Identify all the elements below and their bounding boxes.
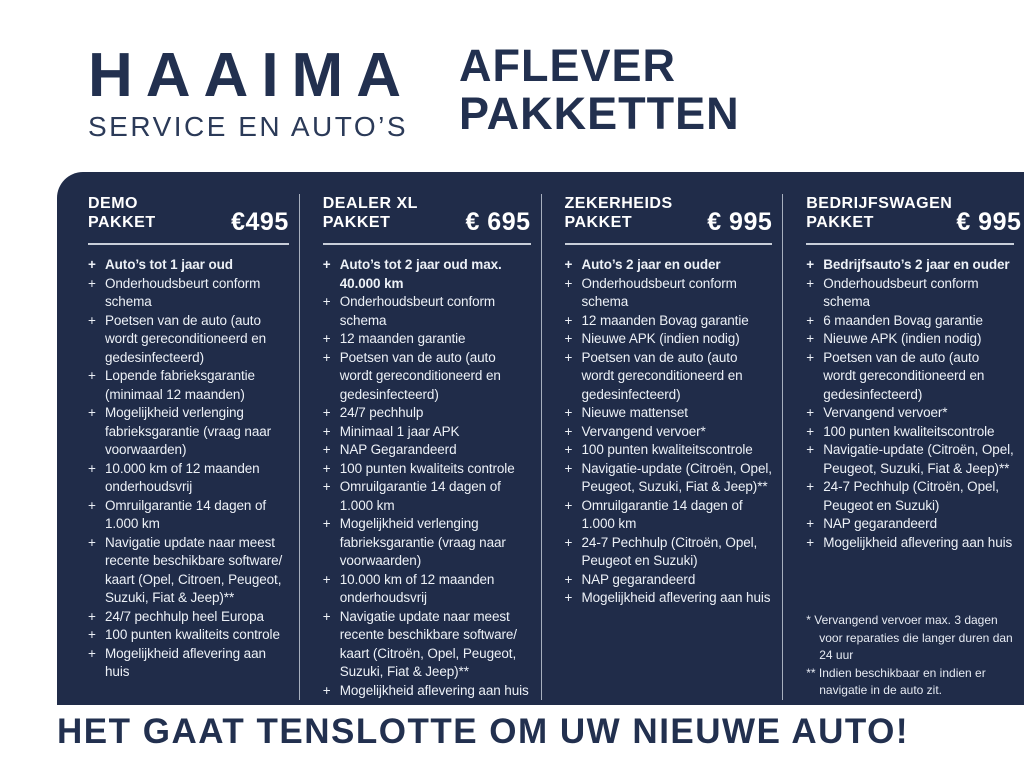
list-item xyxy=(88,534,289,608)
item-text: Minimaal 1 jaar APK xyxy=(339,423,460,439)
plus-bullet: + xyxy=(564,423,573,439)
item-text: Onderhoudsbeurt conform schema xyxy=(105,275,261,309)
item-text: Navigatie-update (Citroën, Opel, Peugeot, Suzuki, Fiat & Jeep)** xyxy=(823,442,1014,476)
item-text: Onderhoudsbeurt conform schema xyxy=(339,294,496,328)
package-card-dealer-xl xyxy=(299,194,541,700)
package-header xyxy=(565,194,773,245)
list-item xyxy=(88,256,289,275)
list-item xyxy=(323,293,531,330)
plus-bullet: + xyxy=(806,405,815,420)
page-title-line1: AFLEVER xyxy=(459,40,677,91)
item-text: Poetsen van de auto (auto wordt gereconditioneerd en gedesinfecteerd) xyxy=(823,349,985,402)
item-text: Omruilgarantie 14 dagen of 1.000 km xyxy=(105,497,267,531)
plus-bullet: + xyxy=(564,571,573,587)
item-text: Vervangend vervoer* xyxy=(823,405,948,420)
plus-bullet: + xyxy=(564,534,573,550)
item-text: 100 punten kwaliteits controle xyxy=(339,460,515,476)
item-text: Omruilgarantie 14 dagen of 1.000 km xyxy=(581,497,743,531)
package-name: ZEKERHEIDS PAKKET xyxy=(564,195,673,231)
plus-bullet: + xyxy=(88,645,96,661)
item-text: Mogelijkheid aflevering aan huis xyxy=(105,645,266,679)
item-text: 24/7 pechhulp heel Europa xyxy=(105,608,264,624)
plus-bullet: + xyxy=(88,312,96,328)
footnote-line: ** Indien beschikbaar en indien er navigatie in de auto zit. xyxy=(806,665,986,697)
plus-bullet: + xyxy=(564,460,573,476)
list-item xyxy=(565,534,773,571)
plus-bullet: + xyxy=(322,405,331,420)
plus-bullet: + xyxy=(564,257,573,272)
item-text: Mogelijkheid verlenging fabrieksgarantie (vraag naar voorwaarden) xyxy=(339,516,506,568)
plus-bullet: + xyxy=(322,349,331,365)
plus-bullet: + xyxy=(806,534,815,550)
list-item xyxy=(565,497,773,534)
package-card-bedrijfswagen xyxy=(782,194,1024,700)
package-name: BEDRIJFSWAGEN PAKKET xyxy=(806,195,953,231)
list-item xyxy=(806,534,1014,553)
list-item xyxy=(323,441,531,460)
list-item xyxy=(88,460,289,497)
plus-bullet: + xyxy=(88,257,96,272)
list-item xyxy=(323,460,531,479)
list-item xyxy=(323,608,531,682)
list-item xyxy=(565,404,773,423)
package-header xyxy=(806,194,1022,245)
list-item xyxy=(323,478,531,515)
plus-bullet: + xyxy=(806,516,815,531)
item-text: Auto’s tot 2 jaar oud max. 40.000 km xyxy=(339,257,502,291)
item-text: Poetsen van de auto (auto wordt gereconditioneerd en gedesinfecteerd) xyxy=(581,349,743,402)
item-text: 24-7 Pechhulp (Citroën, Opel, Peugeot en Suzuki) xyxy=(823,479,999,513)
list-item xyxy=(806,256,1014,275)
list-item xyxy=(806,275,1014,312)
brand-name: HAAIMA xyxy=(88,41,414,110)
list-item xyxy=(565,312,773,331)
list-item xyxy=(323,515,531,571)
list-item xyxy=(88,275,289,312)
plus-bullet: + xyxy=(564,405,573,420)
item-text: 100 punten kwaliteits controle xyxy=(105,627,280,642)
list-item xyxy=(806,349,1014,405)
plus-bullet: + xyxy=(806,349,815,365)
item-text: Navigatie update naar meest recente beschikbare software/ kaart (Citroën, Opel, Peugeot, Suzuki, Fiat & Jeep)** xyxy=(339,608,517,679)
list-item xyxy=(806,441,1014,478)
plus-bullet: + xyxy=(88,275,96,291)
package-name: DEMO PAKKET xyxy=(88,195,156,231)
item-text: 24-7 Pechhulp (Citroën, Opel, Peugeot en Suzuki) xyxy=(581,534,758,568)
package-list xyxy=(565,256,773,608)
list-item xyxy=(806,423,1014,442)
plus-bullet: + xyxy=(322,257,331,272)
list-item xyxy=(88,626,289,645)
plus-bullet: + xyxy=(322,460,331,476)
list-item xyxy=(323,349,531,405)
package-list xyxy=(88,256,289,682)
item-text: Auto’s tot 1 jaar oud xyxy=(105,257,233,272)
list-item xyxy=(565,330,773,349)
list-item xyxy=(806,330,1014,349)
list-item xyxy=(806,312,1014,331)
item-text: NAP gegarandeerd xyxy=(823,516,937,531)
item-text: 6 maanden Bovag garantie xyxy=(823,312,983,328)
list-item xyxy=(565,441,773,460)
plus-bullet: + xyxy=(88,460,96,476)
item-text: 10.000 km of 12 maanden onderhoudsvrij xyxy=(339,571,495,605)
package-list xyxy=(323,256,531,700)
plus-bullet: + xyxy=(322,423,331,439)
plus-bullet: + xyxy=(322,331,331,346)
list-item xyxy=(323,571,531,608)
plus-bullet: + xyxy=(88,534,96,550)
packages-panel xyxy=(57,172,1024,705)
item-text: Mogelijkheid verlenging fabrieksgarantie (vraag naar voorwaarden) xyxy=(105,405,272,457)
footnotes xyxy=(806,612,1014,700)
package-header xyxy=(323,194,531,245)
plus-bullet: + xyxy=(564,497,573,513)
list-item xyxy=(565,349,773,405)
item-text: Mogelijkheid aflevering aan huis xyxy=(339,682,529,698)
item-text: 12 maanden Bovag garantie xyxy=(581,312,749,328)
page-title-line2: PAKKETTEN xyxy=(459,88,740,139)
plus-bullet: + xyxy=(564,442,573,457)
list-item xyxy=(323,330,531,349)
list-item xyxy=(806,404,1014,423)
package-list xyxy=(806,256,1014,552)
plus-bullet: + xyxy=(88,497,96,513)
list-item xyxy=(323,404,531,423)
list-item xyxy=(323,256,531,293)
item-text: NAP Gegarandeerd xyxy=(339,442,457,457)
plus-bullet: + xyxy=(806,423,815,439)
plus-bullet: + xyxy=(806,257,815,272)
plus-bullet: + xyxy=(806,442,815,457)
item-text: Auto’s 2 jaar en ouder xyxy=(581,257,721,272)
plus-bullet: + xyxy=(322,479,331,494)
package-price: € 995 xyxy=(956,208,1022,236)
list-item xyxy=(323,682,531,701)
list-item xyxy=(565,275,773,312)
plus-bullet: + xyxy=(322,682,331,698)
item-text: 12 maanden garantie xyxy=(339,331,466,346)
list-item xyxy=(88,608,289,627)
package-price: € 695 xyxy=(465,208,531,236)
item-text: Omruilgarantie 14 dagen of 1.000 km xyxy=(339,479,501,513)
item-text: Poetsen van de auto (auto wordt gereconditioneerd en gedesinfecteerd) xyxy=(339,349,501,402)
list-item xyxy=(88,312,289,368)
brand-logo xyxy=(88,41,414,143)
item-text: Nieuwe mattenset xyxy=(581,405,688,420)
item-text: 24/7 pechhulp xyxy=(339,405,424,420)
item-text: Lopende fabrieksgarantie (minimaal 12 maanden) xyxy=(105,368,255,402)
plus-bullet: + xyxy=(322,442,331,457)
footer-tagline: HET GAAT TENSLOTTE OM UW NIEUWE AUTO! xyxy=(57,712,910,751)
plus-bullet: + xyxy=(88,405,96,420)
item-text: Mogelijkheid aflevering aan huis xyxy=(823,534,1013,550)
plus-bullet: + xyxy=(806,331,815,346)
footnote-line: * Vervangend vervoer max. 3 dagen voor reparaties die langer duren dan 24 uur xyxy=(806,613,1013,662)
plus-bullet: + xyxy=(322,516,331,531)
list-item xyxy=(806,515,1014,534)
plus-bullet: + xyxy=(564,590,573,605)
item-text: Navigatie-update (Citroën, Opel, Peugeot, Suzuki, Fiat & Jeep)** xyxy=(581,460,772,494)
package-card-demo xyxy=(57,194,299,700)
package-price: €495 xyxy=(231,208,289,236)
item-text: Onderhoudsbeurt conform schema xyxy=(823,275,979,309)
item-text: Onderhoudsbeurt conform schema xyxy=(581,275,737,309)
plus-bullet: + xyxy=(322,608,331,624)
list-item xyxy=(88,645,289,682)
list-item xyxy=(565,460,773,497)
item-text: 100 punten kwaliteitscontrole xyxy=(823,423,995,439)
item-text: Bedrijfsauto’s 2 jaar en ouder xyxy=(823,257,1010,272)
plus-bullet: + xyxy=(806,479,815,494)
plus-bullet: + xyxy=(806,275,815,291)
plus-bullet: + xyxy=(88,368,96,383)
item-text: Vervangend vervoer* xyxy=(581,423,706,439)
plus-bullet: + xyxy=(564,331,573,346)
plus-bullet: + xyxy=(564,312,573,328)
plus-bullet: + xyxy=(88,627,96,642)
page-title xyxy=(459,42,740,138)
item-text: Nieuwe APK (indien nodig) xyxy=(581,331,740,346)
list-item xyxy=(88,404,289,460)
plus-bullet: + xyxy=(88,608,96,624)
package-header xyxy=(88,194,289,245)
item-text: NAP gegarandeerd xyxy=(581,571,696,587)
plus-bullet: + xyxy=(322,294,331,309)
item-text: 100 punten kwaliteitscontrole xyxy=(581,442,753,457)
list-item xyxy=(88,367,289,404)
package-name: DEALER XL PAKKET xyxy=(322,195,418,231)
item-text: 10.000 km of 12 maanden onderhoudsvrij xyxy=(105,460,260,494)
plus-bullet: + xyxy=(322,571,331,587)
plus-bullet: + xyxy=(564,349,573,365)
list-item xyxy=(88,497,289,534)
package-price: € 995 xyxy=(707,208,773,236)
item-text: Nieuwe APK (indien nodig) xyxy=(823,331,982,346)
list-item xyxy=(806,478,1014,515)
plus-bullet: + xyxy=(564,275,573,291)
item-text: Poetsen van de auto (auto wordt gereconditioneerd en gedesinfecteerd) xyxy=(105,312,267,365)
item-text: Navigatie update naar meest recente beschikbare software/ kaart (Opel, Citroen, Peugeot, Suzuki, Fiat & Jeep)** xyxy=(105,534,283,605)
list-item xyxy=(565,423,773,442)
list-item xyxy=(565,256,773,275)
brand-tagline: SERVICE EN AUTO’S xyxy=(88,111,408,142)
list-item xyxy=(565,589,773,608)
package-card-zekerheids xyxy=(541,194,783,700)
plus-bullet: + xyxy=(806,312,815,328)
item-text: Mogelijkheid aflevering aan huis xyxy=(581,590,771,605)
list-item xyxy=(565,571,773,590)
list-item xyxy=(323,423,531,442)
